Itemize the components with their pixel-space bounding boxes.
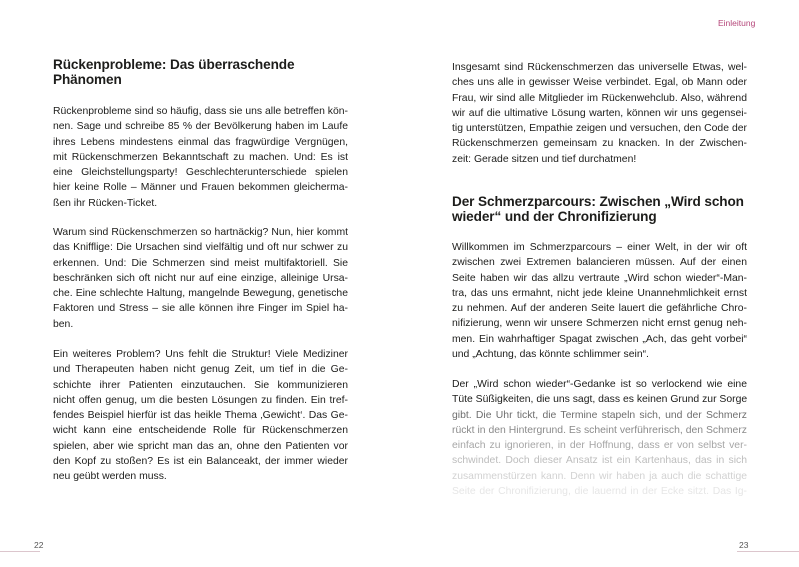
text-line: ihres Lebens mindestens einmal das fragwürdige Vergnügen,	[53, 136, 348, 148]
text-line: ben.	[53, 318, 74, 330]
text-line: den Kopf zu stoßen? Es ist ein Balanceakt, der immer wieder	[53, 456, 348, 468]
text-line: ches uns alle in gewisser Weise verbindet. Egal, ob Mann oder	[452, 77, 747, 89]
text-line: gibt. Die Uhr tickt, die Termine stapeln sich, und der Schmerz	[452, 409, 747, 421]
left-section-heading	[53, 58, 373, 87]
text-line: zwischen zwei Extremen balancieren müssen. Auf der einen	[452, 257, 747, 269]
text-line: Warum sind Rückenschmerzen so hartnäckig? Nun, hier kommt	[53, 227, 348, 238]
text-line: Rückenschmerzen gemeinsam zu knacken. In der Zwischen-	[452, 138, 747, 150]
text-line: erkennen. Und: Die Schmerzen sind meist multifaktoriell. Sie	[53, 257, 348, 269]
text-line: Willkommen im Schmerzparcours – einer Welt, in der wir oft	[452, 242, 747, 253]
text-line: Seite der Chronifizierung, die lauernd in der Ecke sitzt. Das Ig-	[452, 486, 747, 498]
text-line: spielen, aber wie spricht man das an, ohne den Patienten vor	[53, 440, 348, 452]
text-line: fendes Beispiel hierfür ist das heikle Thema ‚Gewicht‘. Das Ge-	[53, 410, 348, 422]
text-line: Frau, wir sind alle Mitglieder im Rückenwehclub. Also, während	[452, 92, 747, 104]
text-line: wir auf die ultimative Lösung warten, können wir uns gegensei-	[452, 107, 747, 119]
text-line: eine Gleichstellungsparty! Geschlechterunterschiede spielen	[53, 167, 348, 179]
paragraph	[53, 347, 348, 485]
text-line: Ein weiteres Problem? Uns fehlt die Struktur! Viele Mediziner	[53, 349, 348, 360]
text-line: und „Achtung, das könnte schlimmer sein“.	[452, 349, 649, 361]
paragraph	[452, 60, 747, 167]
text-line: beschränken sich oft nicht nur auf eine einzige, alleinige Ursa-	[53, 272, 348, 284]
text-line: und Therapeuten haben nicht genug Zeit, um tief in die Ge-	[53, 364, 348, 376]
text-line: che. Eine schlechte Haltung, mangelnde Bewegung, genetische	[53, 288, 348, 300]
left-footer-rule	[0, 551, 40, 552]
text-line: zu nehmen. Auf der anderen Seite lauert die gefährliche Chro-	[452, 303, 747, 315]
paragraph	[53, 104, 348, 211]
text-line: Faktoren und Stress – sie alle können ihre Finger im Spiel ha-	[53, 303, 348, 315]
text-line: mit Rückenschmerzen Bekanntschaft zu machen. Und: Es ist	[53, 151, 348, 163]
text-line: Der „Wird schon wieder“-Gedanke ist so verlockend wie eine	[452, 379, 747, 390]
heading-line: Rückenprobleme: Das überraschende	[53, 57, 295, 72]
text-line: ßen ihr Rücken-Ticket.	[53, 197, 158, 209]
text-line: hier keine Rolle – Männer und Frauen bekommen gleicherma-	[53, 182, 348, 194]
heading-line: wieder“ und der Chronifizierung	[452, 208, 657, 224]
text-line: einfach zu ignorieren, in der Hoffnung, dass er von selbst ver-	[452, 440, 747, 452]
text-line: schichte ihrer Patienten einzutauchen. Sie kommunizieren	[53, 379, 348, 391]
right-section-heading	[452, 195, 772, 224]
text-line: Insgesamt sind Rückenschmerzen das universelle Etwas, wel-	[452, 62, 747, 73]
page-number-left: 22	[34, 540, 44, 550]
text-line: zusammenstürzen kann. Denn wir haben ja auch die schattige	[452, 470, 747, 482]
page-number-right: 23	[739, 540, 749, 550]
text-line: Tüte Süßigkeiten, die uns sagt, dass es keinen Grund zur Sorge	[452, 394, 748, 406]
running-head: Einleitung	[718, 18, 756, 28]
text-line: Rückenprobleme sind so häufig, dass sie uns alle betreffen kön-	[53, 106, 348, 117]
text-line: tra, das uns ermahnt, nicht jede kleine Unannehmlichkeit ernst	[452, 287, 747, 299]
text-line: nifizierung, wenn wir unsere Schmerzen nicht ernst genug neh-	[452, 318, 747, 330]
heading-line: Der Schmerzparcours: Zwischen „Wird schon	[452, 194, 744, 209]
text-line: men. Ein wahrhaftiger Spagat zwischen „Ach, das geht vorbei“	[452, 333, 747, 345]
text-line: schwindet. Doch dieser Ansatz ist ein Kartenhaus, das in sich	[452, 455, 747, 467]
paragraph	[452, 240, 747, 362]
text-line: rückt in den Hintergrund. Es scheint verführerisch, den Schmerz	[452, 424, 747, 436]
text-line: nen. Sage und schreibe 85 % der Bevölkerung haben im Laufe	[53, 121, 348, 133]
paragraph-fading	[452, 377, 747, 499]
text-line: zeit: Gerade sitzen und tief durchatmen!	[452, 153, 637, 165]
right-footer-rule	[737, 551, 799, 552]
text-line: wicht kann eine entscheidende Rolle für Rückenschmerzen	[53, 425, 348, 437]
text-line: nicht offen genug, um die besten Lösungen zu finden. Ein tref-	[53, 394, 348, 406]
paragraph	[53, 225, 348, 332]
text-line: neu geübt werden muss.	[53, 471, 167, 483]
text-line: das Knifflige: Die Ursachen sind vielfältig und oft nur schwer zu	[53, 242, 348, 254]
text-line: tig unterstützen, Empathie zeigen und versuchen, den Code der	[452, 123, 747, 135]
text-line: Seite haben wir das allzu vertraute „Wird schon wieder“-Man-	[452, 272, 747, 284]
heading-line: Phänomen	[53, 71, 122, 87]
